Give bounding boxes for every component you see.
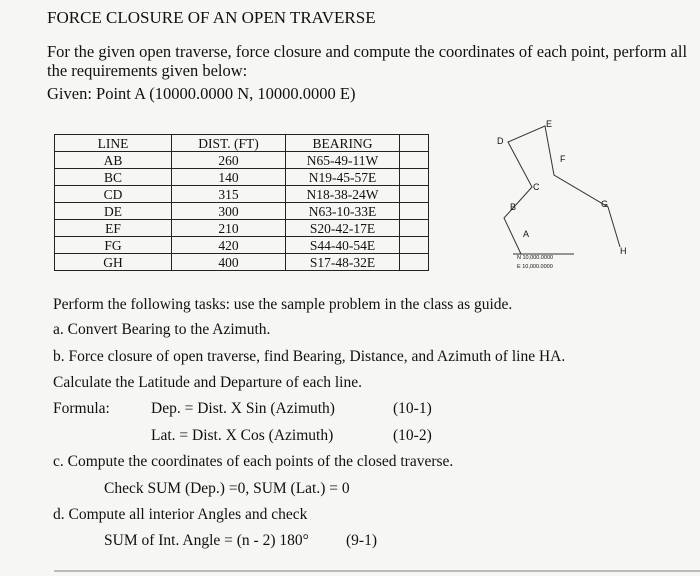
point-label-b: B	[510, 202, 517, 212]
table-row	[55, 152, 429, 169]
cell-blank	[400, 254, 429, 271]
point-label-f: F	[560, 154, 566, 164]
header-line: LINE	[55, 135, 172, 152]
tasks-heading: Perform the following tasks: use the sample problem in the class as guide.	[53, 296, 513, 313]
point-label-g: G	[601, 199, 609, 209]
cell-distance: 260	[172, 152, 286, 169]
cell-line: DE	[55, 203, 172, 220]
cell-bearing: N63-10-33E	[286, 203, 400, 220]
cell-bearing: N18-38-24W	[286, 186, 400, 203]
cell-bearing: N19-45-57E	[286, 169, 400, 186]
intro-paragraph: For the given open traverse, force closure and compute the coordinates of each point, perform all the requirements given below:	[47, 42, 688, 80]
cell-line: EF	[55, 220, 172, 237]
cell-bearing: S44-40-54E	[286, 237, 400, 254]
point-label-e: E	[546, 119, 553, 129]
cell-line: BC	[55, 169, 172, 186]
cell-line: GH	[55, 254, 172, 271]
point-label-c: C	[533, 182, 540, 192]
traverse-table	[54, 134, 429, 271]
given-point: Given: Point A (10000.0000 N, 10000.0000 E)	[47, 84, 356, 103]
cell-distance: 140	[172, 169, 286, 186]
cell-distance: 400	[172, 254, 286, 271]
cell-blank	[400, 237, 429, 254]
traverse-path	[504, 126, 620, 254]
east-coordinate: E 10,000.0000	[517, 264, 553, 270]
bottom-divider	[54, 570, 700, 572]
task-c: c. Compute the coordinates of each points of the closed traverse.	[53, 453, 454, 470]
table-row	[55, 169, 429, 186]
table-row	[55, 186, 429, 203]
cell-bearing: S17-48-32E	[286, 254, 400, 271]
task-d: d. Compute all interior Angles and check	[53, 506, 308, 523]
cell-line: AB	[55, 152, 172, 169]
point-label-d: D	[497, 136, 504, 146]
traverse-sketch	[488, 112, 648, 272]
cell-blank	[400, 169, 429, 186]
task-calc: Calculate the Latitude and Departure of each line.	[53, 374, 362, 391]
formula-latitude: Lat. = Dist. X Cos (Azimuth)	[151, 427, 334, 444]
formula-label: Formula:	[53, 400, 110, 417]
task-a: a. Convert Bearing to the Azimuth.	[53, 321, 271, 338]
formula-departure-ref: (10-1)	[393, 400, 432, 417]
north-coordinate: N 10,000.0000	[517, 255, 554, 261]
cell-line: CD	[55, 186, 172, 203]
cell-blank	[400, 152, 429, 169]
cell-blank	[400, 203, 429, 220]
table-row	[55, 203, 429, 220]
table-row	[55, 254, 429, 271]
header-blank	[400, 135, 429, 152]
header-bearing: BEARING	[286, 135, 400, 152]
cell-blank	[400, 220, 429, 237]
table-row	[55, 237, 429, 254]
page-title: FORCE CLOSURE OF AN OPEN TRAVERSE	[47, 8, 376, 27]
point-label-a: A	[523, 229, 530, 239]
header-distance: DIST. (FT)	[172, 135, 286, 152]
task-b: b. Force closure of open traverse, find Bearing, Distance, and Azimuth of line HA.	[53, 348, 566, 365]
task-check: Check SUM (Dep.) =0, SUM (Lat.) = 0	[104, 480, 350, 497]
angle-sum-ref: (9-1)	[346, 532, 377, 549]
cell-line: FG	[55, 237, 172, 254]
point-label-h: H	[620, 246, 627, 256]
angle-sum-formula: SUM of Int. Angle = (n - 2) 180°	[104, 532, 309, 549]
table-row	[55, 220, 429, 237]
cell-distance: 300	[172, 203, 286, 220]
cell-blank	[400, 186, 429, 203]
cell-distance: 420	[172, 237, 286, 254]
table-header-row	[55, 135, 429, 152]
cell-distance: 315	[172, 186, 286, 203]
formula-latitude-ref: (10-2)	[393, 427, 432, 444]
cell-distance: 210	[172, 220, 286, 237]
cell-bearing: N65-49-11W	[286, 152, 400, 169]
formula-departure: Dep. = Dist. X Sin (Azimuth)	[151, 400, 335, 417]
cell-bearing: S20-42-17E	[286, 220, 400, 237]
